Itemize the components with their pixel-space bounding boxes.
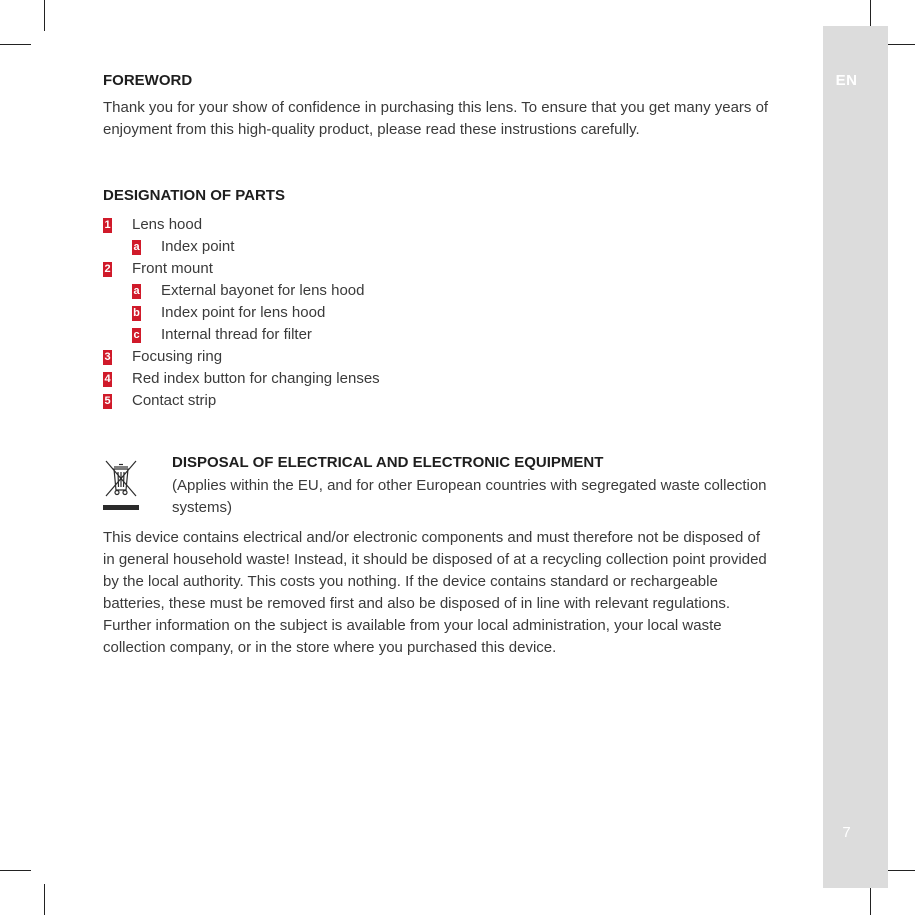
part-sub-marker: a xyxy=(133,241,140,253)
part-label: Focusing ring xyxy=(132,348,223,365)
part-label: Lens hood xyxy=(132,216,203,233)
part-label: External bayonet for lens hood xyxy=(161,282,365,299)
part-marker: 4 xyxy=(104,373,111,385)
disposal-body-line: Further information on the subject is available from your local administration, your local waste xyxy=(103,617,722,634)
part-label: Index point for lens hood xyxy=(161,304,326,321)
part-sub-marker: a xyxy=(133,285,140,297)
part-label: Internal thread for filter xyxy=(161,326,312,343)
part-marker: 5 xyxy=(104,395,111,407)
disposal-body xyxy=(103,527,767,659)
disposal-body-line: in general household waste! Instead, it should be disposed of at a recycling collection point provided xyxy=(103,551,767,568)
language-tab xyxy=(823,26,888,888)
part-label: Red index button for changing lenses xyxy=(132,370,380,387)
disposal-body-line: by the local authority. This costs you nothing. If the device contains standard or rechargeable xyxy=(103,573,718,590)
crop-mark xyxy=(44,0,45,31)
crop-mark xyxy=(0,870,31,871)
crop-mark xyxy=(884,44,915,45)
part-sub-marker: c xyxy=(133,329,140,341)
foreword-line: Thank you for your show of confidence in purchasing this lens. To ensure that you get many years of xyxy=(103,99,769,116)
disposal-heading: DISPOSAL OF ELECTRICAL AND ELECTRONIC EQUIPMENT xyxy=(172,454,604,471)
part-marker: 1 xyxy=(104,219,111,231)
foreword-text xyxy=(103,97,768,141)
language-label: EN xyxy=(835,72,858,89)
part-marker: 3 xyxy=(104,351,111,363)
part-label: Index point xyxy=(161,238,235,255)
crop-mark xyxy=(44,884,45,915)
foreword-line: enjoyment from this high-quality product, please read these instrustions carefully. xyxy=(103,121,640,138)
part-label: Front mount xyxy=(132,260,213,277)
crop-mark xyxy=(0,44,31,45)
part-sub-marker: b xyxy=(133,307,140,319)
foreword-heading: FOREWORD xyxy=(103,72,193,89)
part-label: Contact strip xyxy=(132,392,217,409)
disposal-body-line: collection company, or in the store where you purchased this device. xyxy=(103,639,557,656)
disposal-note-line: systems) xyxy=(172,499,232,516)
crossed-out-wheelie-bin-icon xyxy=(103,458,139,516)
disposal-body-line: batteries, these must be removed first and also be disposed of in line with relevant regulations. xyxy=(103,595,731,612)
disposal-note-line: (Applies within the EU, and for other European countries with segregated waste collection xyxy=(172,477,767,494)
page-number: 7 xyxy=(842,824,851,841)
part-marker: 2 xyxy=(104,263,111,275)
crop-mark xyxy=(870,884,871,915)
disposal-body-line: This device contains electrical and/or electronic components and must therefore not be disposed of xyxy=(103,529,761,546)
designation-heading: DESIGNATION OF PARTS xyxy=(103,187,285,204)
crop-mark xyxy=(884,870,915,871)
disposal-note xyxy=(172,475,767,519)
